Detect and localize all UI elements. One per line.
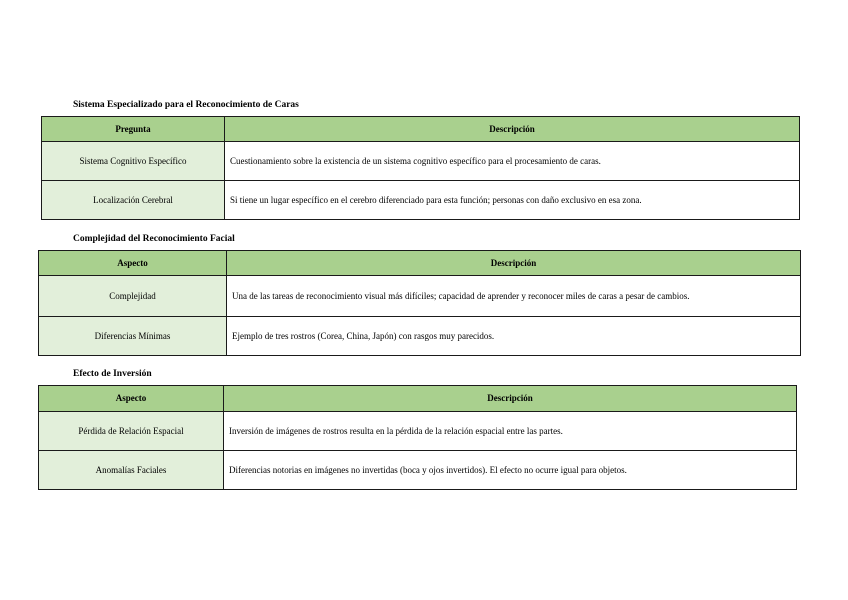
table-complejidad [38, 250, 801, 356]
table-row [39, 412, 797, 451]
section-title-reconocimiento-caras: Sistema Especializado para el Reconocimiento de Caras [73, 100, 299, 110]
column-header-pregunta: Pregunta [42, 117, 225, 142]
row-description: Diferencias notorias en imágenes no invertidas (boca y ojos invertidos). El efecto no ocurre igual para objetos. [224, 451, 797, 490]
column-header-aspecto: Aspecto [39, 251, 227, 276]
table-row [39, 317, 801, 356]
table-row [42, 142, 800, 181]
row-description: Inversión de imágenes de rostros resulta en la pérdida de la relación espacial entre las partes. [224, 412, 797, 451]
table-efecto-inversion [38, 385, 797, 490]
table-header-row [42, 117, 800, 142]
column-header-descripcion: Descripción [224, 386, 797, 412]
row-label: Pérdida de Relación Espacial [39, 412, 224, 451]
table-header-row [39, 251, 801, 276]
column-header-descripcion: Descripción [227, 251, 801, 276]
row-label: Anomalías Faciales [39, 451, 224, 490]
table-row [39, 276, 801, 317]
table-row [42, 181, 800, 220]
row-description: Si tiene un lugar específico en el cerebro diferenciado para esta función; personas con daño exclusivo en esa zona. [225, 181, 800, 220]
section-title-efecto-inversion: Efecto de Inversión [73, 369, 152, 379]
table-header-row [39, 386, 797, 412]
row-label: Complejidad [39, 276, 227, 317]
column-header-descripcion: Descripción [225, 117, 800, 142]
row-label: Sistema Cognitivo Específico [42, 142, 225, 181]
section-title-complejidad: Complejidad del Reconocimiento Facial [73, 234, 235, 244]
table-row [39, 451, 797, 490]
row-label: Diferencias Mínimas [39, 317, 227, 356]
row-description: Cuestionamiento sobre la existencia de un sistema cognitivo específico para el procesamiento de caras. [225, 142, 800, 181]
row-label: Localización Cerebral [42, 181, 225, 220]
table-reconocimiento-caras [41, 116, 800, 220]
row-description: Ejemplo de tres rostros (Corea, China, Japón) con rasgos muy parecidos. [227, 317, 801, 356]
row-description: Una de las tareas de reconocimiento visual más difíciles; capacidad de aprender y reconocer miles de caras a pesar de cambios. [227, 276, 801, 317]
column-header-aspecto: Aspecto [39, 386, 224, 412]
